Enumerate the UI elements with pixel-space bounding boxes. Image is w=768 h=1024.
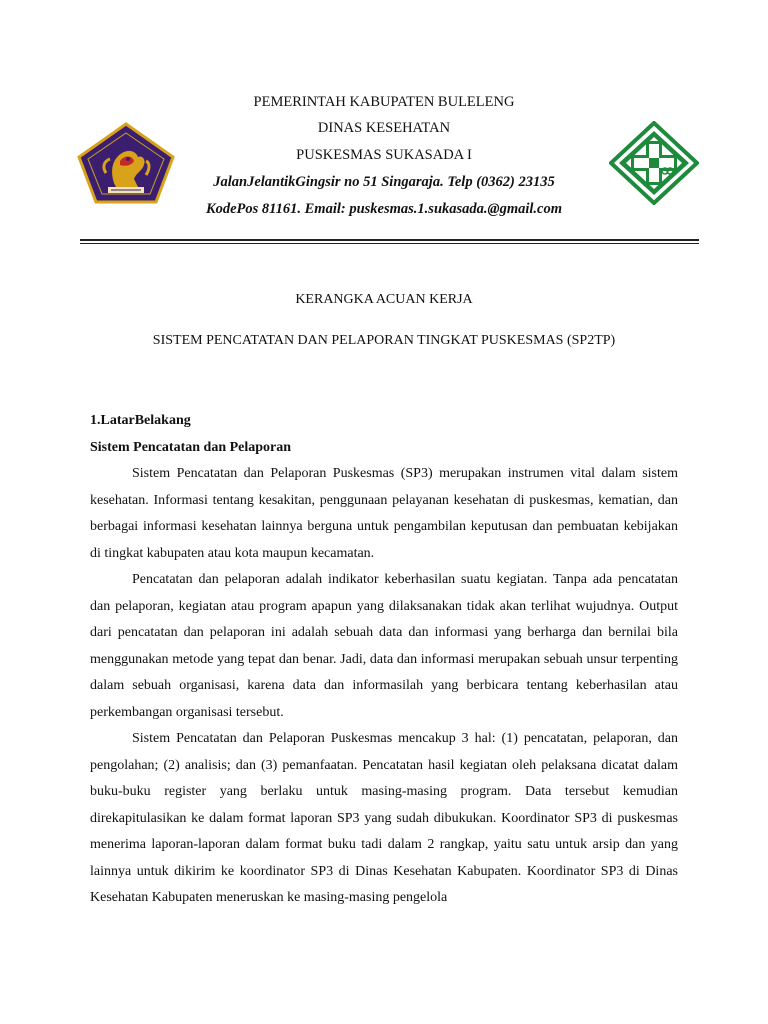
section-heading: 1.LatarBelakang — [90, 413, 191, 428]
letterhead-address: JalanJelantikGingsir no 51 Singaraja. Telp (0362) 23135 — [213, 174, 555, 190]
letterhead-contact: KodePos 81161. Email: puskesmas.1.sukasada.@gmail.com — [205, 201, 563, 217]
letterhead-agency: DINAS KESEHATAN — [317, 120, 451, 136]
letterhead-government: PEMERINTAH KABUPATEN BULELENG — [253, 94, 515, 110]
document-subtitle: SISTEM PENCATATAN DAN PELAPORAN TINGKAT PUSKESMAS (SP2TP) — [152, 333, 616, 348]
letterhead-divider-thin — [80, 243, 699, 244]
document-title: KERANGKA ACUAN KERJA — [295, 292, 473, 307]
letterhead-divider-thick — [80, 239, 699, 241]
body-paragraph-2: Pencatatan dan pelaporan adalah indikator keberhasilan suatu kegiatan. Tanpa ada pencatatan dan pelaporan, kegiatan atau program apapun yang dilaksanakan tidak akan terlihat wujudnya. Output dari pencatatan dan pelaporan ini adalah sebuah data dan informasi yang berharga dan bernilai bila menggunakan metode yang tepat dan benar. Jadi, data dan informasi merupakan sebuah unsur terpenting dalam sebuah organisasi, karena data dan informasilah yang berbicara tentang keberhasilan atau perkembangan organisasi tersebut. — [90, 572, 678, 720]
body-paragraph-1: Sistem Pencatatan dan Pelaporan Puskesmas (SP3) merupakan instrumen vital dalam sistem kesehatan. Informasi tentang kesakitan, penggunaan pelayanan kesehatan di puskesmas, kematian, dan berbagai informasi kesehatan lainnya berguna untuk pengambilan keputusan dan pembuatan kebijakan di tingkat kabupaten atau kota maupun kecamatan. — [90, 466, 678, 561]
section-subheading: Sistem Pencatatan dan Pelaporan — [90, 440, 292, 455]
letterhead-institution: PUSKESMAS SUKASADA I — [296, 147, 472, 163]
body-paragraph-3: Sistem Pencatatan dan Pelaporan Puskesmas mencakup 3 hal: (1) pencatatan, pelaporan, dan pengolahan; (2) analisis; dan (3) pemanfaatan. Pencatatan hasil kegiatan oleh pelaksana dicatat dalam buku-buku register yang berlaku untuk masing-masing program. Data tersebut kemudian direkapitulasikan ke dalam format laporan SP3 yang sudah dibukukan. Koordinator SP3 di puskesmas menerima laporan-laporan dalam format buku tadi dalam 2 rangkap, yaitu satu untuk arsip dan yang lainnya untuk dikirim ke koordinator SP3 di Dinas Kesehatan Kabupaten. Koordinator SP3 di Dinas Kesehatan Kabupaten meneruskan ke masing-masing pengelola — [90, 731, 678, 905]
